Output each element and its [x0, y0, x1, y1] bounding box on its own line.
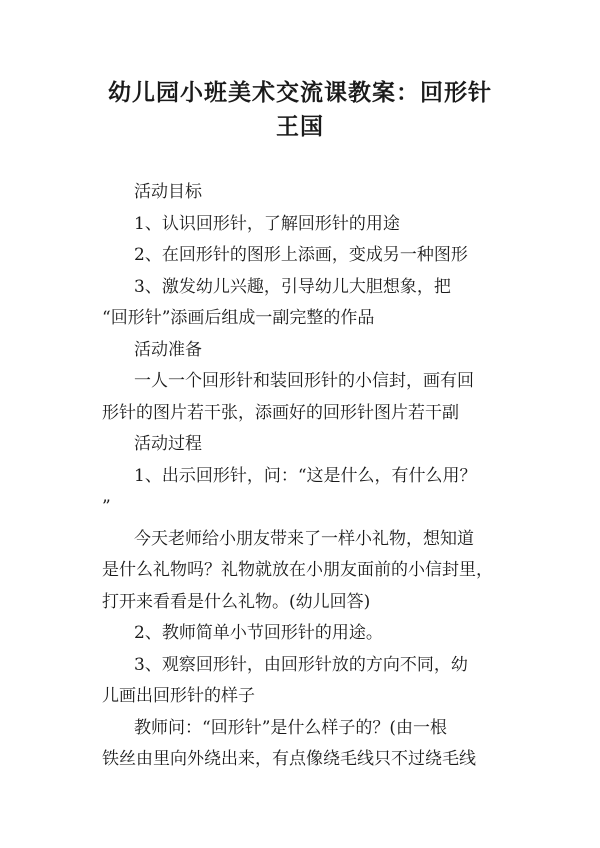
paragraph-line: ” [102, 497, 111, 517]
paragraph-line: 儿画出回形针的样子 [102, 686, 255, 706]
section-heading-preparation: 活动准备 [134, 340, 202, 360]
section-heading-goals: 活动目标 [134, 182, 202, 202]
paragraph-line: 形针的图片若干张，添画好的回形针图片若干副 [102, 403, 459, 423]
title-line-2: 王国 [276, 114, 324, 140]
paragraph-line: 是什么礼物吗？礼物就放在小朋友面前的小信封里， [102, 560, 493, 580]
paragraph-line: 3、观察回形针，由回形针放的方向不同，幼 [134, 655, 468, 675]
paragraph-line: 2、在回形针的图形上添画，变成另一种图形 [134, 245, 468, 265]
section-heading-process: 活动过程 [134, 434, 202, 454]
paragraph-line: 一人一个回形针和装回形针的小信封，画有回 [134, 371, 474, 391]
paragraph-line: 教师问：“回形针”是什么样子的？(由一根 [134, 718, 448, 738]
paragraph-line: 打开来看看是什么礼物。(幼儿回答) [102, 592, 371, 612]
paragraph-line: 1、出示回形针，问：“这是什么，有什么用？ [134, 466, 477, 486]
paragraph-line: 1、认识回形针，了解回形针的用途 [134, 214, 400, 234]
title-line-1: 幼儿园小班美术交流课教案：回形针 [108, 80, 492, 106]
paragraph-line: “回形针”添画后组成一副完整的作品 [102, 308, 375, 328]
paragraph-line: 3、激发幼儿兴趣，引导幼儿大胆想象，把 [134, 277, 451, 297]
paragraph-line: 2、教师简单小节回形针的用途。 [134, 623, 383, 643]
paragraph-line: 铁丝由里向外绕出来，有点像绕毛线只不过绕毛线 [102, 749, 476, 769]
document-title [60, 76, 540, 144]
paragraph-line: 今天老师给小朋友带来了一样小礼物，想知道 [134, 529, 474, 549]
